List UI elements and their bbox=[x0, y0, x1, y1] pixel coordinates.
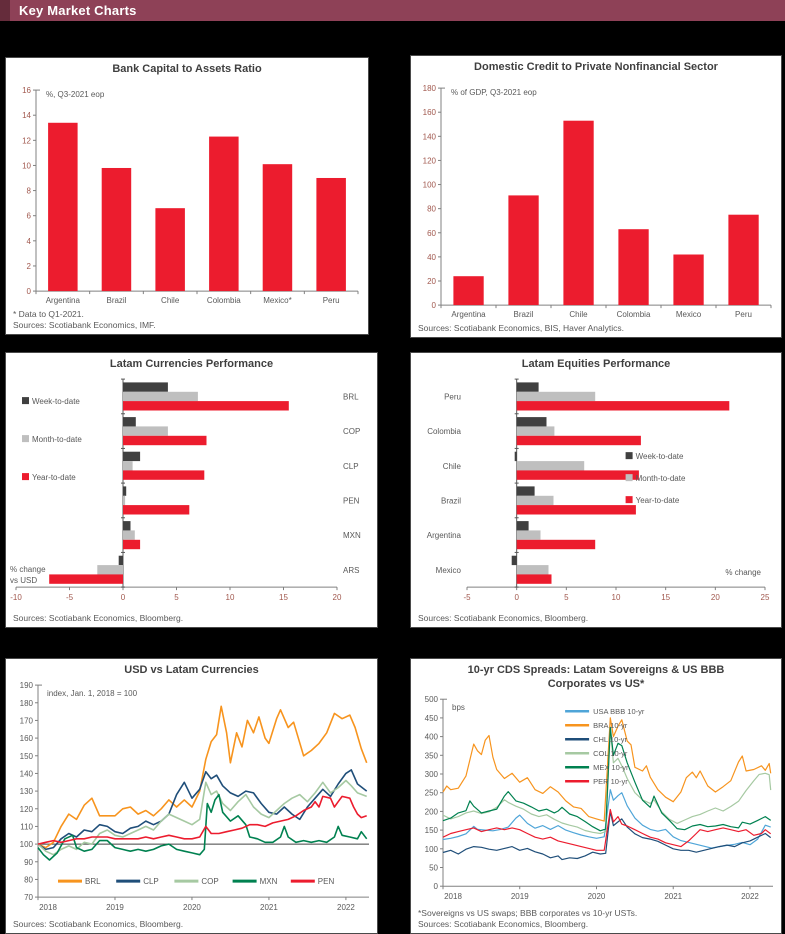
chart-latam-equities bbox=[410, 352, 782, 628]
legend-label: MEX 10-yr bbox=[593, 762, 629, 772]
bar-Brazil bbox=[517, 496, 554, 505]
bar-COP bbox=[123, 417, 136, 426]
legend-label: BRA 10-yr bbox=[593, 720, 628, 730]
chart-subtitle: index, Jan. 1, 2018 = 100 bbox=[47, 688, 138, 698]
category-label: CLP bbox=[343, 461, 359, 471]
y-tick-label: 20 bbox=[427, 276, 436, 286]
chart-footnotes bbox=[6, 919, 377, 933]
x-tick-label: 10 bbox=[225, 592, 235, 602]
bar-Colombia bbox=[517, 426, 555, 435]
line-BRL bbox=[38, 706, 367, 847]
bar-Peru bbox=[517, 392, 596, 401]
chart-latam-currencies bbox=[5, 352, 378, 628]
bar-COP bbox=[123, 436, 207, 445]
legend-label: Week-to-date bbox=[635, 451, 684, 461]
x-tick-label: 2021 bbox=[664, 891, 683, 901]
y-tick-label: 80 bbox=[427, 204, 436, 214]
y-tick-label: 12 bbox=[22, 136, 31, 146]
header-accent-square bbox=[0, 0, 10, 21]
legend-label: MXN bbox=[259, 876, 278, 886]
y-tick-label: 170 bbox=[19, 716, 33, 726]
x-tick-label: -10 bbox=[10, 592, 22, 602]
sources-line: Sources: Scotiabank Economics, Bloomberg. bbox=[418, 612, 589, 623]
x-tick-label: 5 bbox=[174, 592, 179, 602]
x-tick-label: -5 bbox=[65, 592, 74, 602]
bar-Colombia bbox=[618, 229, 648, 305]
category-label: BRL bbox=[343, 392, 359, 402]
bar-ARS bbox=[119, 555, 123, 564]
legend-label: Month-to-date bbox=[635, 473, 686, 483]
y-tick-label: 400 bbox=[424, 732, 438, 742]
x-tick-label: 2022 bbox=[337, 902, 355, 912]
chart-footnotes bbox=[6, 613, 377, 627]
latam-currencies-plot bbox=[6, 373, 377, 613]
y-tick-label: 350 bbox=[424, 750, 438, 760]
category-label: Colombia bbox=[427, 426, 461, 436]
y-tick-label: 40 bbox=[427, 252, 436, 262]
y-tick-label: 90 bbox=[24, 857, 33, 867]
bar-COP bbox=[123, 426, 168, 435]
chart-bank-capital-to-assets bbox=[5, 57, 369, 335]
y-tick-label: 250 bbox=[424, 788, 438, 798]
legend-label: COP bbox=[201, 876, 219, 886]
bar-Chile bbox=[563, 120, 593, 304]
bar-Peru bbox=[517, 401, 730, 410]
bar-Brazil bbox=[517, 486, 535, 495]
bar-Colombia bbox=[209, 136, 239, 291]
category-labels bbox=[46, 296, 340, 305]
y-tick-label: 110 bbox=[20, 822, 33, 832]
chart-title: Domestic Credit to Private Nonfinancial Sector bbox=[474, 61, 718, 73]
bar-Mexico bbox=[517, 565, 549, 574]
line-COP bbox=[38, 780, 367, 854]
bar-Chile bbox=[517, 470, 639, 479]
legend-swatch bbox=[626, 496, 633, 503]
x-tick-label: 2018 bbox=[39, 902, 57, 912]
x-tick-label: 5 bbox=[564, 592, 569, 602]
x-tick-label: 15 bbox=[279, 592, 288, 602]
category-label: PEN bbox=[343, 496, 360, 506]
x-tick-label: 25 bbox=[760, 592, 770, 602]
bar-Argentina bbox=[517, 540, 596, 549]
legend bbox=[58, 877, 334, 886]
y-tick-label: 50 bbox=[429, 863, 438, 873]
y-tick-label: 14 bbox=[22, 110, 31, 120]
bar-Mexico bbox=[517, 574, 552, 583]
category-label: Brazil bbox=[440, 496, 461, 506]
chart-subtitle: bps bbox=[452, 702, 465, 712]
x-tick-label: 10 bbox=[611, 592, 621, 602]
x-tick-label: 2020 bbox=[587, 891, 606, 901]
sources-line: Sources: Scotiabank Economics, IMF. bbox=[13, 319, 156, 330]
category-labels bbox=[451, 310, 752, 319]
chart-footnotes bbox=[411, 908, 781, 933]
bar-ARS bbox=[97, 565, 123, 574]
y-tick-label: 140 bbox=[422, 132, 436, 142]
x-tick-label: 2018 bbox=[444, 891, 462, 901]
category-label: Argentina bbox=[426, 530, 461, 540]
category-label: Mexico bbox=[675, 309, 702, 319]
y-tick-label: 190 bbox=[19, 680, 33, 690]
chart-footnotes bbox=[411, 323, 781, 337]
x-tick-label: 20 bbox=[332, 592, 342, 602]
bar-Brazil bbox=[102, 168, 132, 291]
chart-usd-vs-latam bbox=[5, 658, 378, 934]
bar-MXN bbox=[123, 530, 135, 539]
category-label: Argentina bbox=[45, 295, 80, 305]
category-label: Colombia bbox=[206, 295, 241, 305]
y-tick-label: 160 bbox=[422, 107, 436, 117]
category-labels bbox=[343, 392, 361, 574]
bar-PEN bbox=[123, 496, 125, 505]
bar-Chile bbox=[515, 451, 517, 460]
y-tick-label: 2 bbox=[26, 261, 31, 271]
legend-swatch bbox=[22, 473, 29, 480]
y-tick-label: 300 bbox=[424, 769, 438, 779]
bar-Colombia bbox=[517, 436, 641, 445]
y-tick-label: 100 bbox=[422, 180, 436, 190]
chart-title: Bank Capital to Assets Ratio bbox=[112, 63, 262, 75]
bar-Peru bbox=[728, 214, 758, 304]
bank-capital-plot bbox=[6, 78, 368, 309]
bar-PEN bbox=[123, 505, 189, 514]
bar-Mexico bbox=[673, 254, 703, 305]
sources-line: Sources: Scotiabank Economics, Bloomberg. bbox=[13, 918, 184, 929]
legend-label: BRL bbox=[85, 876, 101, 886]
bar-BRL bbox=[123, 401, 289, 410]
category-label: Mexico bbox=[435, 565, 461, 575]
axes bbox=[463, 379, 770, 602]
category-label: Peru bbox=[444, 392, 461, 402]
bar-BRL bbox=[123, 382, 168, 391]
y-tick-label: 200 bbox=[424, 806, 438, 816]
legend-swatch bbox=[22, 435, 29, 442]
y-tick-label: 120 bbox=[19, 804, 33, 814]
bar-Argentina bbox=[517, 521, 529, 530]
bar-BRL bbox=[123, 392, 198, 401]
bars bbox=[48, 123, 346, 291]
bar-Argentina bbox=[48, 123, 78, 291]
legend-label: Month-to-date bbox=[32, 434, 82, 444]
x-tick-label: -5 bbox=[463, 592, 471, 602]
x-tick-label: 0 bbox=[120, 592, 126, 602]
y-tick-label: 140 bbox=[19, 769, 33, 779]
legend-label: Year-to-date bbox=[32, 472, 76, 482]
legend-label: USA BBB 10-yr bbox=[593, 706, 645, 716]
usd-vs-latam-plot bbox=[6, 679, 377, 919]
chart-subtitle: %, Q3-2021 eop bbox=[46, 89, 105, 99]
sources-line: Sources: Scotiabank Economics, BIS, Haver Analytics. bbox=[418, 322, 624, 333]
x-tick-label: 2021 bbox=[260, 902, 278, 912]
y-tick-label: 130 bbox=[19, 786, 33, 796]
x-tick-label: 20 bbox=[710, 592, 720, 602]
bar-Mexico bbox=[512, 555, 517, 564]
y-tick-label: 70 bbox=[24, 892, 33, 902]
chart-title: 10-yr CDS Spreads: Latam Sovereigns & US BBB Corporates vs US* bbox=[467, 664, 725, 690]
chart-domestic-credit bbox=[410, 55, 782, 338]
chart-title: Latam Equities Performance bbox=[521, 358, 671, 370]
y-tick-label: 0 bbox=[26, 286, 31, 296]
legend-label: PEN bbox=[317, 876, 335, 886]
y-tick-label: 450 bbox=[424, 713, 438, 723]
category-label: Peru bbox=[735, 309, 752, 319]
y-tick-label: 0 bbox=[431, 300, 436, 310]
legend-label: CHL 10-yr bbox=[593, 734, 628, 744]
y-tick-label: 80 bbox=[24, 875, 33, 885]
bar-Peru bbox=[316, 178, 346, 291]
category-label: Chile bbox=[442, 461, 461, 471]
y-tick-label: 100 bbox=[19, 839, 33, 849]
category-label: Brazil bbox=[106, 295, 127, 305]
x-tick-label: 2020 bbox=[183, 902, 201, 912]
bar-Brazil bbox=[508, 195, 538, 305]
y-tick-label: 100 bbox=[424, 844, 438, 854]
x-tick-label: 0 bbox=[514, 592, 519, 602]
axis-note bbox=[10, 565, 46, 585]
sources-line: Sources: Scotiabank Economics, Bloomberg. bbox=[13, 612, 184, 623]
note-line: % change bbox=[725, 567, 761, 577]
note-line: vs USD bbox=[10, 575, 38, 585]
x-tick-label: 15 bbox=[661, 592, 671, 602]
chart-cds-spreads bbox=[410, 658, 782, 934]
legend-swatch bbox=[626, 452, 633, 459]
bars bbox=[512, 382, 730, 583]
y-tick-label: 0 bbox=[433, 881, 438, 891]
legend bbox=[565, 707, 645, 786]
category-label: ARS bbox=[343, 565, 360, 575]
legend-label: Year-to-date bbox=[635, 495, 680, 505]
bars bbox=[49, 382, 289, 583]
category-label: Colombia bbox=[616, 309, 651, 319]
category-label: Argentina bbox=[451, 309, 486, 319]
sources-line: Sources: Scotiabank Economics, Bloomberg. bbox=[418, 918, 589, 929]
series-lines bbox=[38, 706, 367, 860]
category-label: Peru bbox=[322, 295, 340, 305]
y-tick-label: 180 bbox=[422, 83, 436, 93]
y-tick-label: 4 bbox=[26, 236, 31, 246]
axis-note bbox=[725, 568, 761, 577]
note-line: % change bbox=[10, 564, 46, 574]
chart-title: Latam Currencies Performance bbox=[109, 358, 274, 370]
bar-CLP bbox=[123, 461, 133, 470]
bars bbox=[453, 120, 758, 304]
y-tick-label: 16 bbox=[22, 85, 31, 95]
y-tick-label: 150 bbox=[424, 825, 438, 835]
x-tick-label: 2019 bbox=[510, 891, 529, 901]
legend-swatch bbox=[626, 474, 633, 481]
y-tick-label: 6 bbox=[26, 211, 31, 221]
series-Year-to-date bbox=[49, 401, 289, 584]
legend bbox=[22, 397, 82, 482]
cds-spreads-plot bbox=[411, 693, 781, 908]
x-tick-label: 2022 bbox=[741, 891, 759, 901]
series-Month-to-date bbox=[97, 392, 198, 575]
legend bbox=[626, 452, 686, 505]
legend-label: COL 10-yr bbox=[593, 748, 628, 758]
chart-title: USD vs Latam Currencies bbox=[124, 664, 259, 676]
bar-Chile bbox=[155, 208, 185, 291]
category-label: Chile bbox=[569, 309, 588, 319]
bar-Mexico* bbox=[263, 164, 293, 291]
bar-CLP bbox=[123, 451, 140, 460]
bar-Brazil bbox=[517, 505, 636, 514]
bar-Chile bbox=[517, 461, 585, 470]
x-tick-label: 2019 bbox=[106, 902, 124, 912]
y-tick-label: 180 bbox=[19, 698, 33, 708]
category-label: Brazil bbox=[513, 309, 534, 319]
y-tick-label: 8 bbox=[26, 186, 31, 196]
category-label: Chile bbox=[161, 295, 180, 305]
category-label: Mexico* bbox=[263, 295, 292, 305]
bar-MXN bbox=[123, 521, 131, 530]
y-tick-label: 500 bbox=[424, 694, 438, 704]
legend-label: Week-to-date bbox=[32, 396, 80, 406]
y-tick-label: 120 bbox=[422, 156, 436, 166]
category-label: COP bbox=[343, 426, 361, 436]
bar-Peru bbox=[517, 382, 539, 391]
legend-swatch bbox=[22, 397, 29, 404]
page-header bbox=[0, 0, 785, 21]
y-tick-label: 160 bbox=[19, 733, 33, 743]
bar-CLP bbox=[123, 470, 204, 479]
y-tick-label: 10 bbox=[22, 161, 31, 171]
domestic-credit-plot bbox=[411, 76, 781, 323]
category-label: MXN bbox=[343, 530, 361, 540]
chart-footnotes bbox=[411, 613, 781, 627]
bar-MXN bbox=[123, 540, 140, 549]
chart-footnotes bbox=[6, 309, 368, 334]
legend-label: CLP bbox=[143, 876, 159, 886]
bar-PEN bbox=[123, 486, 126, 495]
bar-ARS bbox=[49, 574, 123, 583]
latam-equities-plot bbox=[411, 373, 781, 613]
category-labels bbox=[427, 392, 462, 574]
legend-label: PER 10-yr bbox=[593, 776, 628, 786]
y-tick-label: 60 bbox=[427, 228, 436, 238]
footnote-line: * Data to Q1-2021. bbox=[13, 308, 84, 319]
bar-Argentina bbox=[453, 276, 483, 305]
footnote-line: *Sovereigns vs US swaps; BBB corporates vs 10-yr USTs. bbox=[418, 907, 638, 918]
axes bbox=[10, 379, 342, 602]
page-title: Key Market Charts bbox=[19, 3, 137, 18]
bar-Argentina bbox=[517, 530, 541, 539]
bar-Colombia bbox=[517, 417, 547, 426]
y-tick-label: 150 bbox=[19, 751, 33, 761]
chart-subtitle: % of GDP, Q3-2021 eop bbox=[451, 87, 537, 97]
